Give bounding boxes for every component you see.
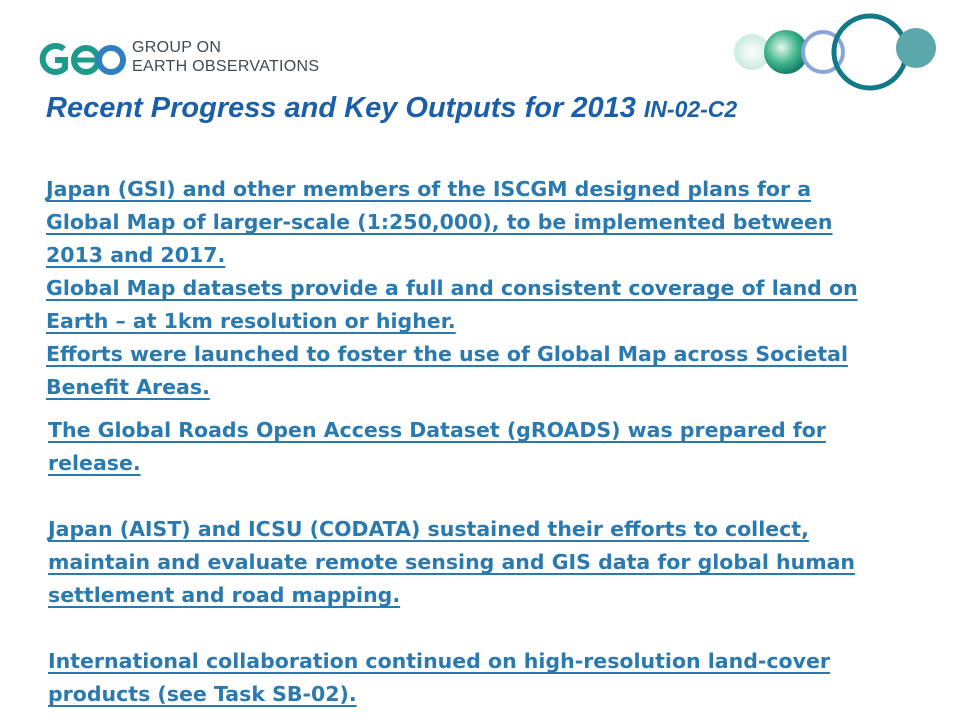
- title-main: Recent Progress and Key Outputs for 2013: [46, 92, 644, 124]
- org-name-line2: EARTH OBSERVATIONS: [132, 58, 320, 75]
- circle-solid-teal-icon: [896, 28, 936, 68]
- progress-block-roads-landcover: [48, 414, 898, 711]
- progress-block-global-map: [46, 173, 886, 404]
- link-land-cover[interactable]: International collaboration continued on high-resolution land-cover products (see Task SB-02).: [48, 649, 831, 706]
- spacer: [48, 612, 898, 645]
- link-iscgm-plans[interactable]: Japan (GSI) and other members of the ISCGM designed plans for a Global Map of larger-scale (1:250,000), to be implemented between 2013 and 2017.: [46, 177, 833, 267]
- decorative-circles: [720, 10, 960, 100]
- task-code: IN-02-C2: [643, 96, 738, 122]
- page-title: [46, 92, 737, 125]
- link-aist-codata[interactable]: Japan (AIST) and ICSU (CODATA) sustained their efforts to collect, maintain and evaluate remote sensing and GIS data for global human settlement and road mapping.: [48, 517, 856, 607]
- link-groads[interactable]: The Global Roads Open Access Dataset (gROADS) was prepared for release.: [48, 418, 826, 475]
- geo-logo-mark: [38, 40, 128, 80]
- link-global-map-use[interactable]: Efforts were launched to foster the use of Global Map across Societal Benefit Areas.: [46, 342, 848, 399]
- spacer: [48, 480, 898, 513]
- link-global-map-coverage[interactable]: Global Map datasets provide a full and consistent coverage of land on Earth – at 1km resolution or higher.: [46, 276, 858, 333]
- geo-logo: [38, 38, 338, 88]
- org-name-line1: GROUP ON: [132, 39, 222, 56]
